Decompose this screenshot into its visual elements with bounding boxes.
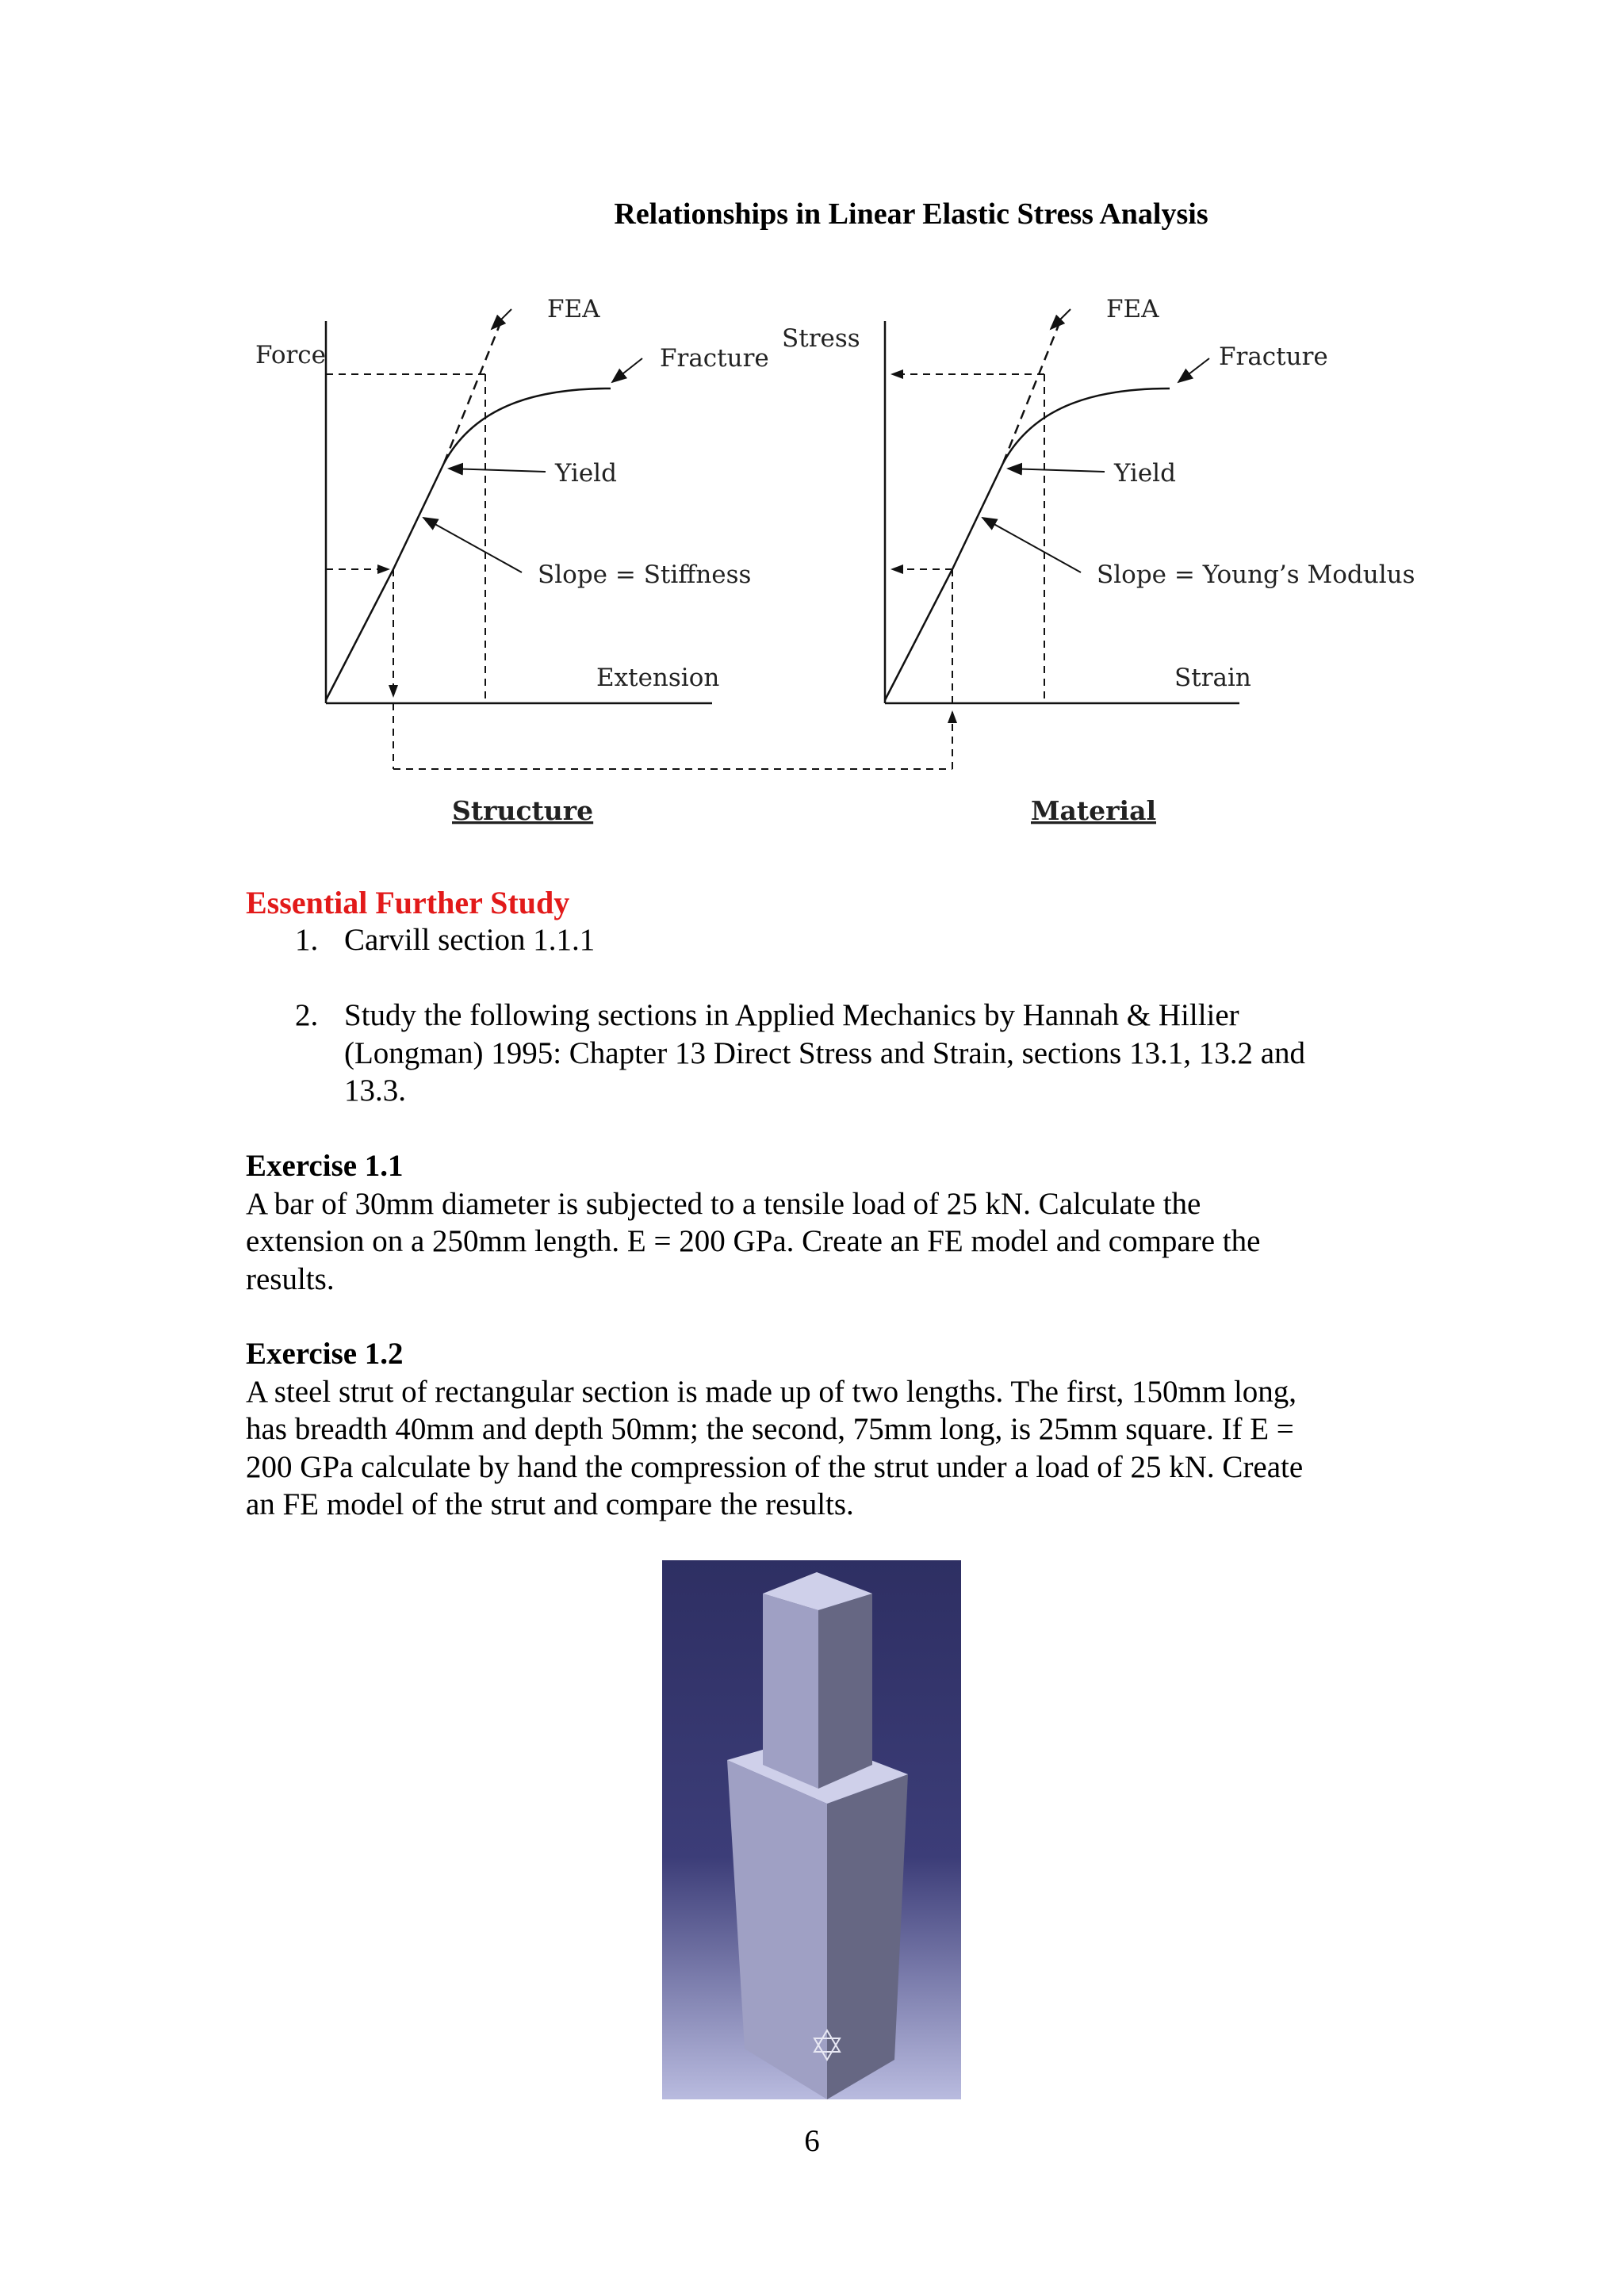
structure-fea-label: FEA (547, 295, 600, 323)
list-item-text-line: 13.3. (344, 1073, 406, 1108)
exercise-heading: Exercise 1.2 (246, 1337, 404, 1371)
material-yield-label: Yield (1114, 459, 1176, 488)
list-item-text-line: (Longman) 1995: Chapter 13 Direct Stress and Strain, sections 13.1, 13.2 and (344, 1035, 1306, 1070)
stress-strain-diagram (238, 277, 1427, 864)
list-number: 1. (295, 923, 319, 957)
structure-graph (255, 295, 769, 826)
strut-fe-model-image (662, 1560, 961, 2099)
structure-material-link (393, 703, 952, 769)
exercise-text-line: A steel strut of rectangular section is made up of two lengths. The first, 150mm long, (246, 1374, 1297, 1409)
exercise-1-1 (246, 1147, 1388, 1298)
exercise-text-line: A bar of 30mm diameter is subjected to a tensile load of 25 kN. Calculate the (246, 1186, 1201, 1221)
list-item-text: Carvill section 1.1.1 (344, 923, 596, 957)
list-number: 2. (295, 998, 319, 1032)
material-y-axis-label: Stress (782, 324, 860, 353)
exercise-text-line: an FE model of the strut and compare the results. (246, 1487, 854, 1521)
structure-fracture-label: Fracture (660, 344, 769, 373)
exercise-1-2 (246, 1335, 1388, 1524)
exercise-text-line: has breadth 40mm and depth 50mm; the second, 75mm long, is 25mm square. If E = (246, 1412, 1294, 1446)
material-fea-label: FEA (1106, 295, 1159, 323)
exercise-heading: Exercise 1.1 (246, 1149, 404, 1183)
page-title: Relationships in Linear Elastic Stress Analysis (614, 197, 1208, 231)
material-graph (782, 295, 1415, 826)
material-fracture-label: Fracture (1219, 342, 1328, 371)
exercise-text-line: 200 GPa calculate by hand the compression of the strut under a load of 25 kN. Create (246, 1449, 1304, 1484)
structure-caption: Structure (452, 795, 594, 826)
exercise-text-line: results. (246, 1261, 335, 1296)
exercise-text-line: extension on a 250mm length. E = 200 GPa. Create an FE model and compare the (246, 1224, 1261, 1258)
structure-yield-label: Yield (555, 459, 617, 488)
list-item-text-line: Study the following sections in Applied Mechanics by Hannah & Hillier (344, 998, 1239, 1032)
material-slope-label: Slope = Young’s Modulus (1097, 561, 1415, 589)
structure-x-axis-label: Extension (596, 664, 720, 692)
material-caption: Material (1031, 795, 1156, 826)
material-x-axis-label: Strain (1174, 664, 1251, 692)
page-number: 6 (804, 2124, 820, 2158)
further-study-heading: Essential Further Study (246, 885, 570, 920)
structure-y-axis-label: Force (255, 341, 327, 369)
structure-slope-label: Slope = Stiffness (538, 561, 752, 589)
